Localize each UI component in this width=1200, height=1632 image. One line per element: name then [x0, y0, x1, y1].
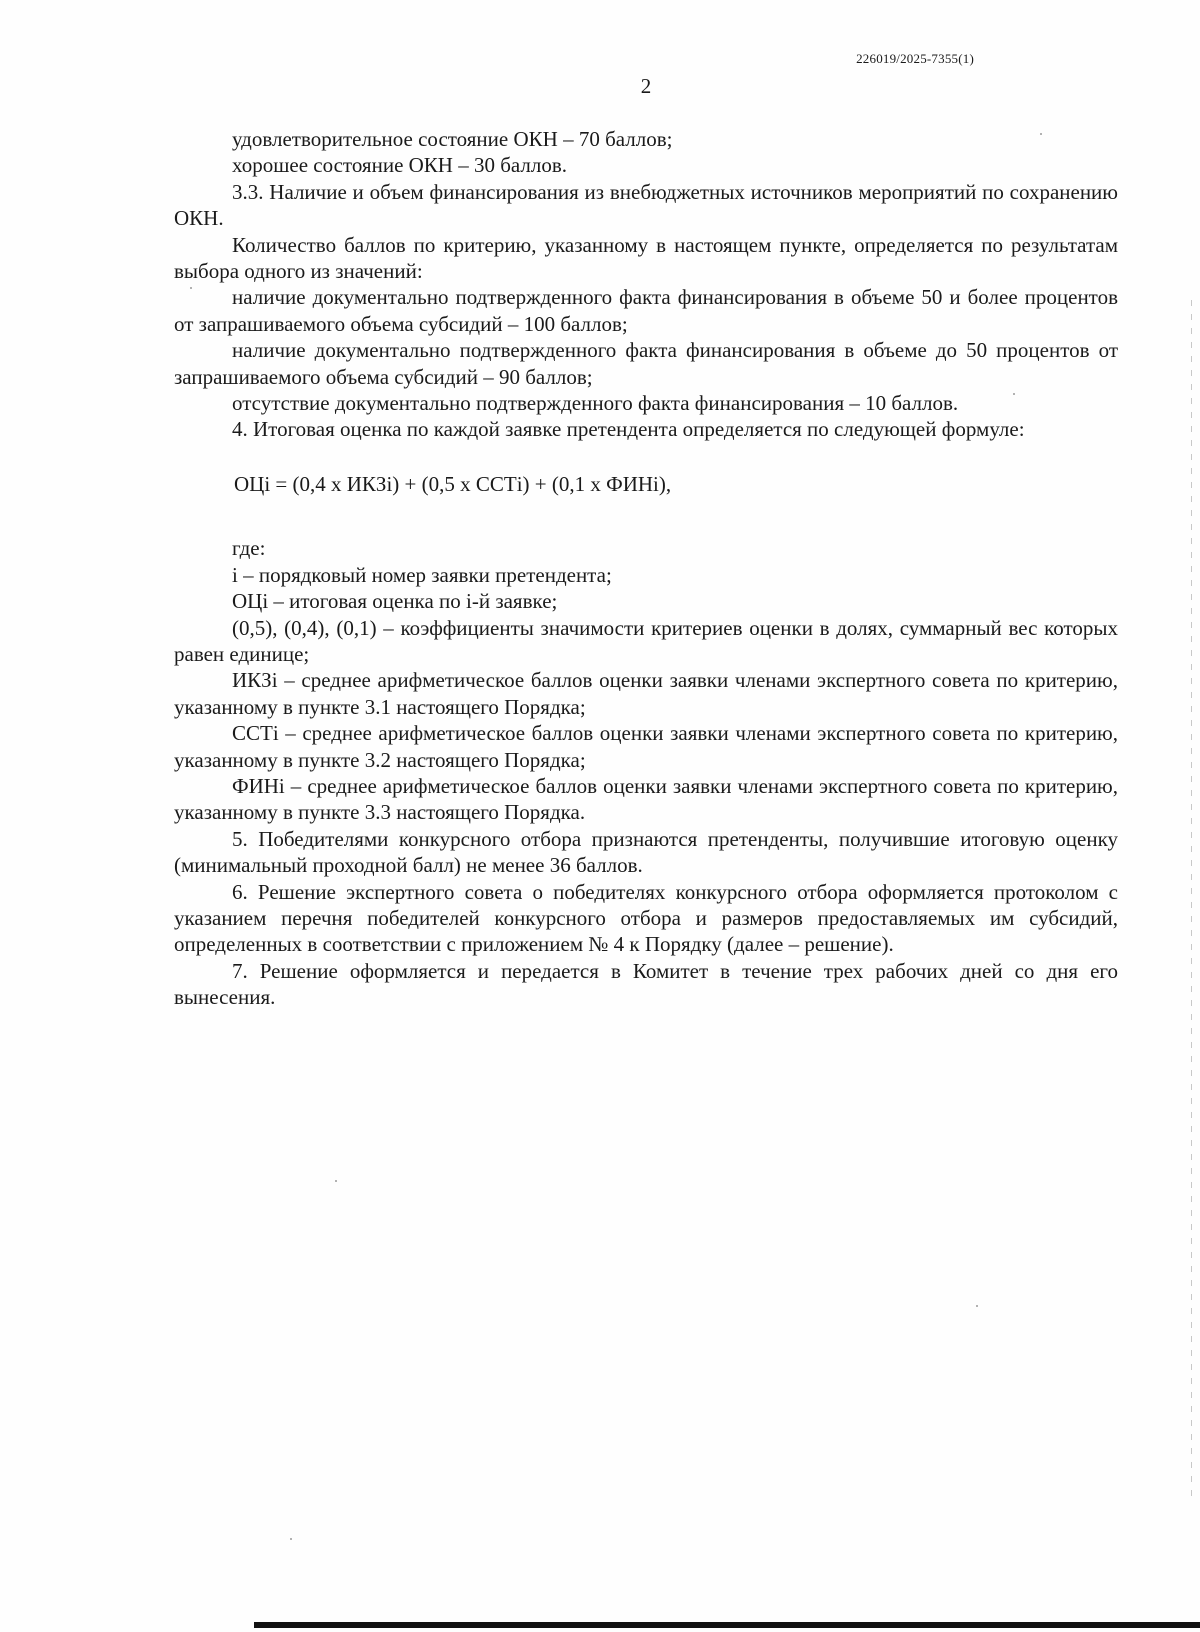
paragraph-6-decision: 6. Решение экспертного совета о победителях конкурсного отбора оформляется протоколом с указанием перечня победителей конкурсного отбора и размеров предоставляемых им субсидий, определенных в соответствии с приложением № 4 к Порядку (далее – решение). [174, 879, 1118, 957]
paragraph-financing-50-plus: наличие документально подтвержденного факта финансирования в объеме 50 и более процентов от запрашиваемого объема субсидий – 100 баллов; [174, 285, 1118, 336]
paragraph-financing-under-50: наличие документально подтвержденного факта финансирования в объеме до 50 процентов от запрашиваемого объема субсидий – 90 баллов; [174, 338, 1118, 389]
scan-bottom-rule [254, 1622, 1200, 1628]
scan-speck [190, 287, 192, 289]
scan-speck [976, 1305, 978, 1307]
paragraph-3-3-scoring-rule: Количество баллов по критерию, указанному в настоящем пункте, определяется по результатам выбора одного из значений: [174, 232, 1118, 284]
definition-ikzi: ИКЗi – среднее арифметическое баллов оценки заявки членами экспертного совета по критерию, указанному в пункте 3.1 настоящего Порядка; [174, 668, 1118, 719]
scan-speck [335, 1180, 337, 1182]
scan-speck [1040, 133, 1042, 135]
scan-speck [290, 1538, 292, 1540]
scan-speck [1013, 393, 1015, 395]
paragraph-good-state: хорошее состояние ОКН – 30 баллов. [232, 153, 568, 178]
paragraph-4-final-score: 4. Итоговая оценка по каждой заявке претендента определяется по следующей формуле: [232, 417, 1025, 442]
page-number: 2 [640, 74, 652, 98]
definition-coefficients: (0,5), (0,4), (0,1) – коэффициенты значимости критериев оценки в долях, суммарный вес которых равен единице; [174, 615, 1118, 666]
definition-ssti: ССТi – среднее арифметическое баллов оценки заявки членами экспертного совета по критерию, указанному в пункте 3.2 настоящего Порядка; [174, 721, 1118, 772]
paragraph-no-financing: отсутствие документально подтвержденного факта финансирования – 10 баллов. [232, 391, 959, 416]
definition-i: i – порядковый номер заявки претендента; [232, 562, 612, 587]
paragraph-where: где: [232, 536, 266, 561]
document-body [174, 126, 1118, 1011]
paragraph-5-winners: 5. Победителями конкурсного отбора признаются претенденты, получившие итоговую оценку (минимальный проходной балл) не менее 36 баллов. [174, 826, 1118, 878]
score-formula: ОЦi = (0,4 х ИКЗi) + (0,5 х ССТi) + (0,1 х ФИНi), [234, 471, 672, 496]
paragraph-7-submission: 7. Решение оформляется и передается в Комитет в течение трех рабочих дней со дня его вынесения. [174, 958, 1118, 1010]
document-registration-number: 226019/2025-7355(1) [856, 51, 974, 66]
scan-edge-line [1191, 300, 1192, 1500]
paragraph-3-3-title: 3.3. Наличие и объем финансирования из внебюджетных источников мероприятий по сохранению ОКН. [174, 179, 1118, 231]
definition-fini: ФИНi – среднее арифметическое баллов оценки заявки членами экспертного совета по критерию, указанному в пункте 3.3 настоящего Порядка. [174, 773, 1118, 825]
definition-ocsi: ОЦi – итоговая оценка по i-й заявке; [232, 589, 558, 614]
paragraph-satisfactory-state: удовлетворительное состояние ОКН – 70 баллов; [232, 127, 673, 151]
